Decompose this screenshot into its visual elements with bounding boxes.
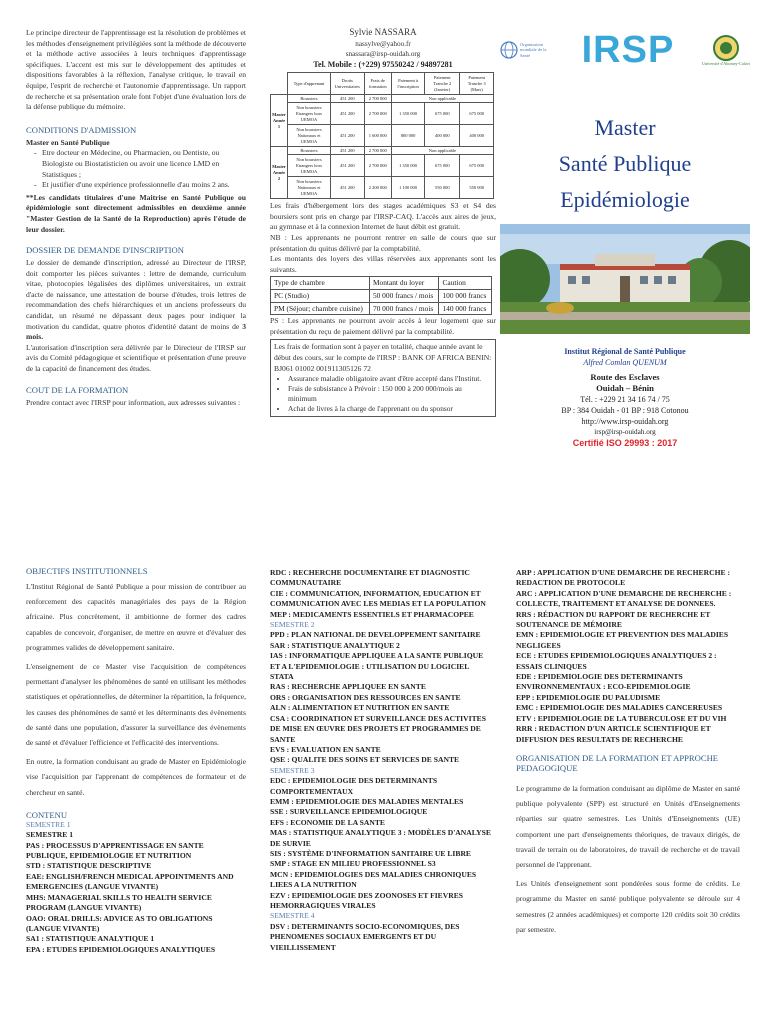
fees-header-cell: Frais de formation [364, 73, 391, 95]
ps-text: PS : Les apprenants ne pourront avoir accès à leur logement que sur présentation du reçu de paiement délivré par la comptabilité. [270, 316, 496, 336]
fees-cell: Non boursiers Etrangers hors UEMOA [288, 155, 331, 177]
loyer-cell: 140 000 francs [439, 302, 492, 315]
course-item: EDC : EPIDEMIOLOGIE DES DETERMINANTS COMPORTEMENTAUX [270, 776, 438, 796]
loyers-intro: Les montants des loyers des villas réservées aux apprenants sont les suivants. [270, 254, 496, 274]
semester-label: SEMESTRE 1 [26, 819, 71, 829]
fees-cell: 1 350 000 [391, 155, 424, 177]
payment-bullet: • Frais de subsistance à Prévoir : 150 000 à 200 000/mois au minimum [288, 384, 492, 404]
fees-table [270, 72, 494, 199]
course-list-s1 [26, 841, 246, 955]
institute-bp: BP : 384 Ouidah - 01 BP : 918 Cotonou [561, 406, 689, 415]
payment-bullet: • Achat de livres à la charge de l'apprenant ou du sponsor [288, 404, 492, 414]
fees-cell: 550 000 [425, 177, 460, 199]
course-item: IAS : INFORMATIQUE APPLIQUEE A LA SANTE PUBLIQUE ET A L'EPIDEMIOLOGIE : UTILISATION DU LOGICIEL STATA [270, 651, 484, 682]
fees-cell: 1 100 000 [391, 177, 424, 199]
course-item: ECE : ETUDES EPIDEMIOLOGIQUES ANALYTIQUES 2 : ESSAIS CLINIQUES [516, 651, 717, 671]
loyer-cell: PC (Studio) [271, 289, 370, 302]
hero-title [500, 110, 750, 218]
course-item: EDE : EPIDEMIOLOGIE DES DETERMINANTS ENVIRONNEMENTAUX : ECO-EPIDEMIOLOGIE [516, 672, 691, 692]
uac-logo-text: Université d'Abomey-Calavi [701, 60, 750, 66]
semester-label: SEMESTRE 4 [270, 911, 315, 921]
course-item: PPD : PLAN NATIONAL DE DEVELOPPEMENT SANITAIRE [270, 630, 481, 640]
fees-cell: 2 700 000 [364, 155, 391, 177]
course-item: RRS : RÉDACTION DU RAPPORT DE RECHERCHE ET SOUTENANCE DE MÉMOIRE [516, 609, 711, 630]
nb-text: NB : Les apprenants ne pourront rentrer en salle de cours que sur présentation du quitus délivré par la comptabilité. [270, 233, 496, 253]
course-item: ARP : APPLICATION D'UNE DEMARCHE DE RECHERCHE : REDACTION DE PROTOCOLE [516, 568, 730, 588]
course-item: EMC : EPIDEMIOLOGIE DES MALADIES CANCEREUSES [516, 703, 723, 713]
fees-cell: 400 000 [425, 125, 460, 147]
fees-cell: 2 700 000 [364, 147, 391, 155]
col2-bottom [270, 568, 492, 1024]
course-item: CIE : COMMUNICATION, INFORMATION, EDUCATION ET COMMUNICATION AVEC LES MEDIAS ET LA POPULATION [270, 588, 486, 609]
fees-cell: 675 000 [425, 103, 460, 125]
payment-text: Les frais de formation sont à payer en totalité, chaque année avant le début des cours, sur le compte de l'IRSP : BANK OF AFRICA BENIN: BJ061 01002 001911305126 72 [274, 342, 492, 373]
loyer-header-cell: Caution [439, 277, 492, 290]
dossier-text: Le dossier de demande d'inscription, adressé au Directeur de l'IRSP, doit comporter les pièces suivantes : lettre de demande, curriculum vitae, photocopies légalisées des diplômes universitaires, un extrait d'acte de naissance, une attestation de bourse d'études, trois lettres de recommandation des chefs hiérarchiques et un anciens professeurs du candidat, un résumé ne dépassant deux pages pour indiquer la motivation du candidat, quatre photos d'identité datant de moins de [26, 258, 246, 331]
course-item: ETV : EPIDEMIOLOGIE DE LA TUBERCULOSE ET DU VIH [516, 713, 727, 723]
course-item: ORS : ORGANISATION DES RESSOURCES EN SANTE [270, 692, 461, 702]
loyer-header-cell: Montant du loyer [369, 277, 439, 290]
institute-contact [500, 346, 750, 449]
fees-row [271, 125, 494, 147]
cout-title: COUT DE LA FORMATION [26, 384, 129, 395]
course-item: EPP : EPIDEMIOLOGIE DU PALUDISME [516, 692, 661, 702]
campus-photo [500, 224, 750, 334]
objectifs-paragraph: L'enseignement de ce Master vise l'acquisition de compétences permettant d'analyser les phénomènes de santé en utilisant les méthodes statistiques et opérationnelles, de déterminer la répartition, la fréquence, les causes des phénomènes de santé et les déterminants des évènements de santé dans une population, d'assurer la surveillance des évènements de santé et d'évaluer l'efficience et l'efficacité des interventions. [26, 662, 246, 748]
course-item: EFS : ECONOMIE DE LA SANTE [270, 817, 385, 827]
course-item: QSE : QUALITE DES SOINS ET SERVICES DE SANTE [270, 755, 460, 765]
course-item: RRR : REDACTION D'UN ARTICLE SCIENTIFIQUE ET DIFFUSION DES RESULTATS DE RECHERCHE [516, 724, 711, 744]
fees-header-cell: Paiement Tranche 3 (Mars) [460, 73, 494, 95]
fees-row [271, 147, 494, 155]
institute-name: Institut Régional de Santé Publique [564, 347, 686, 356]
fees-row [271, 95, 494, 103]
objectifs-paragraph: En outre, la formation conduisant au grade de Master en Epidémiologie vise l'acquisition par l'apprenant de compétences de formateur et de chercheur en santé. [26, 757, 246, 797]
dossier-paragraph [26, 258, 246, 375]
dossier-bold: 3 mois. [26, 321, 246, 342]
course-item: DSV : DETERMINANTS SOCIO-ECONOMIQUES, DES PHENOMENES SOCIAUX EMERGENTS ET DU VIEILLISSEMENT [270, 921, 460, 952]
loyer-header-row [271, 277, 492, 290]
hero-title-1: Master [594, 115, 656, 140]
organisation-paragraph: Les Unités d'enseignement sont pondérées sous forme de crédits. Le programme du Master en santé publique polyvalente se déroule sur 4 semestres (2 années académiques) et comporte 120 crédits soit 30 crédits par semestre. [516, 879, 740, 934]
fees-cell: 451 200 [331, 147, 365, 155]
col1-top [26, 28, 246, 528]
course-item: PAS : PROCESSUS D'APPRENTISSAGE EN SANTE PUBLIQUE, EPIDEMIOLOGIE ET NUTRITION [26, 840, 204, 861]
logo-row [500, 26, 750, 74]
objectifs-title: OBJECTIFS INSTITUTIONNELS [26, 566, 148, 576]
fees-header-row [271, 73, 494, 95]
course-item: EAE: ENGLISH/FRENCH MEDICAL APPOINTMENTS AND EMERGENCIES (LANGUE VIVANTE) [26, 871, 234, 892]
semester-label: SEMESTRE 3 [270, 765, 315, 775]
fees-cell: 451 200 [331, 125, 365, 147]
admission-note: **Les candidats titulaires d'une Maitrise en Santé Publique ou épidémiologie sont directement admissibles en deuxième année "Master Gestion de la Santé de la Reproduction) après l'étude de leur dossier. [26, 192, 246, 234]
fees-cell: 550 000 [460, 177, 494, 199]
globe-icon [500, 41, 518, 59]
fees-header-cell: Type d'apprenant [288, 73, 331, 95]
fees-cell: Boursiers [288, 147, 331, 155]
hero-title-2: Santé Publique [558, 151, 692, 176]
course-item: ARC : APPLICATION D'UNE DEMARCHE DE RECHERCHE : COLLECTE, TRAITEMENT ET ANALYSE DE DONNEES. [516, 588, 732, 609]
course-item: SAR : STATISTIQUE ANALYTIQUE 2 [270, 640, 400, 650]
cout-text: Prendre contact avec l'IRSP pour information, aux adresses suivantes : [26, 397, 241, 407]
course-item: OAO: ORAL DRILLS: ADVICE AS TO OBLIGATIONS (LANGUE VIVANTE) [26, 913, 213, 933]
fees-cell: 2 700 000 [364, 103, 391, 125]
institute-tel: Tél. : +229 21 34 16 74 / 75 [580, 395, 670, 404]
fees-cell: Boursiers [288, 95, 331, 103]
course-item: MEP : MEDICAMENTS ESSENTIELS ET PHARMACOPEE [270, 609, 474, 619]
contact-block [270, 26, 496, 70]
fees-cell: Non applicable [391, 147, 493, 155]
fees-cell: 675 000 [460, 103, 494, 125]
fees-cell: 800 000 [391, 125, 424, 147]
admission-subtitle: Master en Santé Publique [26, 137, 110, 147]
course-item: EZV : EPIDEMIOLOGIE DES ZOONOSES ET FIEVRES HEMORRAGIQUES VIRALES [270, 890, 463, 910]
payment-bullets [274, 374, 492, 414]
admission-item: - Etre docteur en Médecine, ou Pharmacien, ou Dentiste, ou Biologiste ou Biostatisticien ou avoir une licence LMD en Statistiques ; [42, 148, 246, 180]
admission-list [26, 148, 246, 190]
institute-route: Route des Esclaves [590, 372, 660, 382]
admission-title: CONDITIONS D'ADMISSION [26, 124, 137, 135]
fees-group-label: Master Année 2 [271, 147, 288, 199]
fees-cell: 675 000 [460, 155, 494, 177]
payment-bullet: • Assurance maladie obligatoire avant d'être accepté dans l'Institut. [288, 374, 492, 384]
loyer-row [271, 302, 492, 315]
fees-cell: 451 200 [331, 95, 365, 103]
admission-item: - Et justifier d'une expérience professionnelle d'au moins 2 ans. [42, 180, 246, 191]
hebergement-text: Les frais d'hébergement lors des stages académiques S3 et S4 des boursiers sont pris en charge par l'IRSP-CAQ. L'accès aux aires de jeux, au gymnase et à la connexion Internet de haut débit est gratuit. [270, 201, 496, 232]
fees-cell: 675 000 [425, 155, 460, 177]
loyer-table [270, 276, 492, 315]
fees-cell: 400 000 [460, 125, 494, 147]
iso-badge: Certifié ISO 29993 : 2017 [572, 438, 678, 448]
course-item: SA1 : STATISTIQUE ANALYTIQUE 1 [26, 934, 155, 944]
irsp-logo [582, 30, 675, 70]
course-item: ALN : ALIMENTATION ET NUTRITION EN SANTE [270, 703, 450, 713]
institute-mail[interactable]: irsp@irsp-ouidah.org [594, 428, 656, 436]
contact-tel: Tel. Mobile : (+229) 97550242 / 94897281 [313, 59, 453, 69]
course-item: MCN : EPIDEMIOLOGIES DES MALADIES CHRONIQUES LIEES A LA NUTRITION [270, 869, 477, 890]
objectifs-paragraph: L'Institut Régional de Santé Publique a pour mission de contribuer au renforcement des capacités managériales des pays de la Région africaine. Plus concrètement, il ambitionne de former des cadres capables de concevoir, d'organiser, de mettre en œuvre et d'évaluer des programmes valides de développement sanitaire. [26, 582, 246, 652]
fees-cell: Non boursiers Nationaux et UEMOA [288, 125, 331, 147]
fees-cell: 1 350 000 [391, 103, 424, 125]
institute-city: Ouidah – Bénin [596, 383, 654, 393]
course-item: RAS : RECHERCHE APPLIQUEE EN SANTE [270, 682, 426, 692]
course-item: EMN : EPIDEMIOLOGIE ET PREVENTION DES MALADIES NEGLIGEES [516, 630, 729, 650]
fees-cell: Non boursiers Etrangers hors UEMOA [288, 103, 331, 125]
loyer-cell: PM (Séjour; chambre cuisine) [271, 302, 370, 315]
hero-title-3: Epidémiologie [560, 187, 690, 212]
course-item: STD : STATISTIQUE DESCRIPTIVE [26, 861, 152, 871]
semester-label-bold: SEMESTRE 1 [26, 830, 74, 840]
course-item: CSA : COORDINATION ET SURVEILLANCE DES ACTIVITES DE MISE EN ŒUVRE DES PROJETS ET PROGRAMMES DE SANTE [270, 713, 486, 744]
course-item: SSE : SURVEILLANCE EPIDEMIOLOGIQUE [270, 807, 428, 817]
fees-cell: Non applicable [391, 95, 493, 103]
dossier-text-2: L'autorisation d'inscription sera délivrée par le Directeur de l'IRSP sur avis du Comité pédagogique et scientifique et présentation d'une preuve de la capacité de financement des études. [26, 342, 246, 374]
fees-cell: 451 200 [331, 155, 365, 177]
course-item: EMM : EPIDEMIOLOGIE DES MALADIES MENTALES [270, 796, 464, 806]
semester-label: SEMESTRE 2 [270, 620, 315, 630]
organisation-paragraph: Le programme de la formation conduisant au diplôme de Master en santé publique polyvalente (SPP) est structuré en Unités d'Enseignements réparties sur quatre semestres. Les Unités d'Enseignements (UE) comportent une part d'enseignements théoriques, de travaux dirigés, de travail de terrain ou de laboratoires, de travail de recherche et de travail personnel de l'apprenant. [516, 783, 740, 869]
fees-row [271, 155, 494, 177]
course-item: RDC : RECHERCHE DOCUMENTAIRE ET DIAGNOSTIC COMMUNAUTAIRE [270, 568, 470, 588]
fees-cell: Non boursiers Nationaux et UEMOA [288, 177, 331, 199]
course-item: EVS : EVALUATION EN SANTE [270, 744, 381, 754]
fees-corner [271, 73, 288, 95]
fees-cell: 1 600 000 [364, 125, 391, 147]
contenu-title: CONTENU [26, 809, 68, 820]
loyer-cell: 100 000 francs [439, 289, 492, 302]
col2-top [270, 26, 496, 526]
university-seal-icon [713, 35, 739, 61]
fees-row [271, 103, 494, 125]
oms-logo [500, 41, 554, 59]
dossier-title: DOSSIER DE DEMANDE D'INSCRIPTION [26, 245, 184, 256]
course-item: SIS : SYSTÈME D'INFORMATION SANITAIRE UE LIBRE [270, 848, 471, 858]
contact-name: Sylvie NASSARA [349, 27, 417, 37]
intro-paragraph: Le principe directeur de l'apprentissage est la résolution de problèmes et les méthodes d'enseignement privilégiées sont la méthode de découverte et la méthode active associées à leurs techniques d'apprentissage spécifiques. L'accent est mis sur le développement des aptitudes et dispositions favorables à la réflexion, l'analyse critique, le travail en équipe, l'esprit de recherche et l'autonomie d'apprentissage. Un rapport de recherche et sa présentation orale font l'objet d'une évaluation lors de la défense publique du mémoire. [26, 28, 246, 112]
irsp-logo-text: IRSP [581, 29, 675, 71]
fees-cell: 451 200 [331, 103, 365, 125]
uac-logo [702, 35, 750, 66]
fees-header-cell: Paiement à l'inscription [391, 73, 424, 95]
organisation-title: ORGANISATION DE LA FORMATION ET APPROCHE PEDAGOGIQUE [516, 752, 719, 773]
course-item: SMP : STAGE EN MILIEU PROFESSIONNEL S3 [270, 859, 436, 869]
fees-cell: 2 200 000 [364, 177, 391, 199]
fees-group-label: Master Année 1 [271, 95, 288, 147]
col1-bottom [26, 566, 246, 1024]
fees-header-cell: Droits Universitaires [331, 73, 365, 95]
col3-bottom [516, 568, 740, 1024]
course-item: MAS : STATISTIQUE ANALYTIQUE 3 : MODÈLES D'ANALYSE DE SURVIE [270, 828, 491, 848]
loyer-row [271, 289, 492, 302]
fees-header-cell: Paiement Tranche 2 (Janvier) [425, 73, 460, 95]
fees-cell: 451 200 [331, 177, 365, 199]
payment-box [270, 339, 496, 417]
fees-row [271, 177, 494, 199]
loyer-header-cell: Type de chambre [271, 277, 370, 290]
contact-email-2: snassara@irsp-ouidah.org [345, 50, 421, 59]
col3-top [500, 26, 750, 526]
institute-founder: Alfred Comlan QUENUM [583, 358, 667, 367]
contact-email-1: nassylve@yahoo.fr [355, 40, 411, 48]
course-item: EPA : ETUDES EPIDEMIOLOGIQUES ANALYTIQUES [26, 944, 216, 954]
oms-logo-text: Organisation mondiale de la Santé [520, 41, 547, 58]
loyer-cell: 50 000 francs / mois [369, 289, 439, 302]
fees-cell: 2 700 000 [364, 95, 391, 103]
institute-web[interactable]: http://www.irsp-ouidah.org [581, 417, 669, 426]
loyer-cell: 70 000 francs / mois [369, 302, 439, 315]
course-item: MHS: MANAGERIAL SKILLS TO HEALTH SERVICE PROGRAM (LANGUE VIVANTE) [26, 892, 212, 913]
